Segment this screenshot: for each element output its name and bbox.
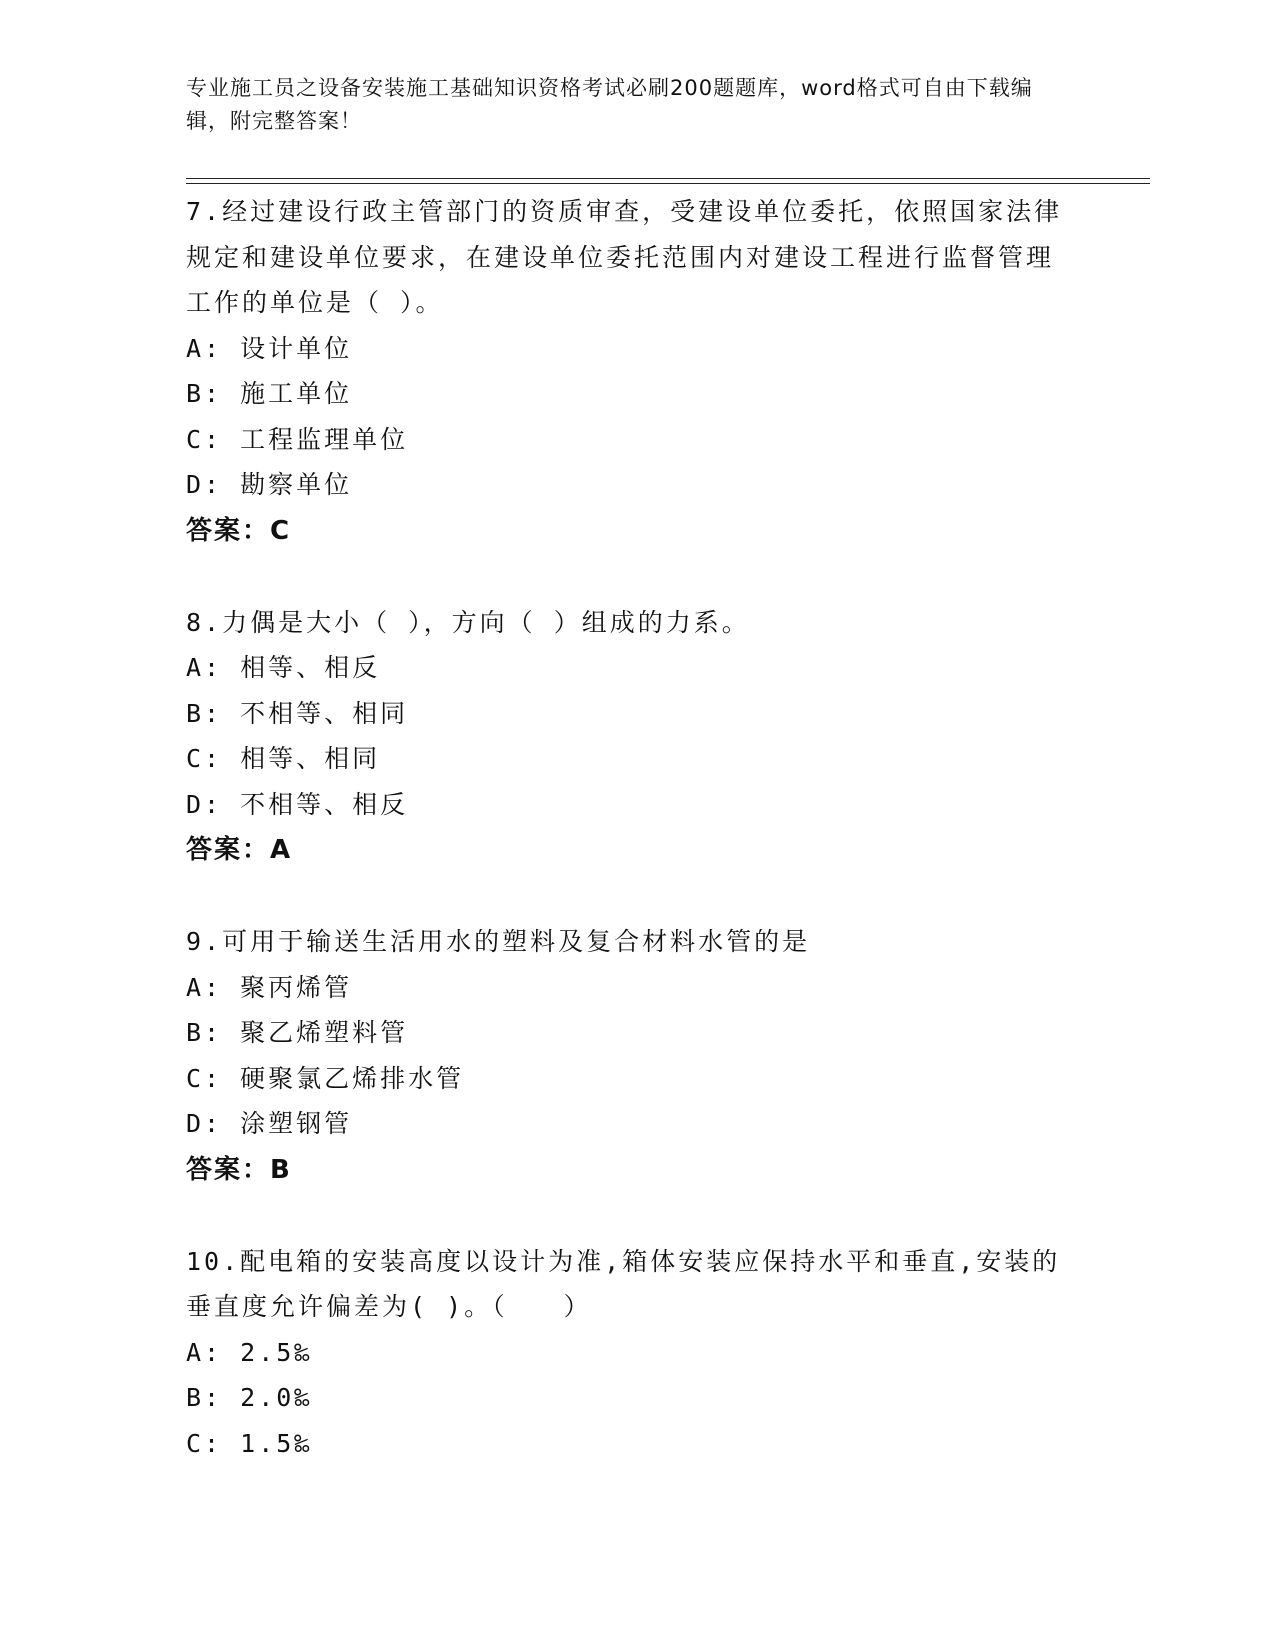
question-7 [186,189,1086,554]
question-stem: 8.力偶是大小（ ），方向（ ）组成的力系。 [186,607,750,637]
option-a: A: 设计单位 [186,333,353,363]
question-10 [186,1239,1086,1467]
option-b: B: 施工单位 [186,379,353,408]
question-stem: 7.经过建设行政主管部门的资质审查，受建设单位委托，依照国家法律规定和建设单位要求，在建设单位委托范围内对建设工程进行监督管理工作的单位是（ ）。 [186,197,1063,317]
question-8 [186,600,1086,874]
option-d: D: 勘察单位 [186,470,353,499]
question-stem: 10.配电箱的安装高度以设计为准,箱体安装应保持水平和垂直,安装的垂直度允许偏差为( )。（ ） [186,1246,1061,1321]
header-divider-top [186,178,1150,179]
option-c: C: 硬聚氯乙烯排水管 [186,1063,465,1093]
answer-line: 答案：C [186,515,292,546]
option-a: A: 相等、相反 [186,653,381,682]
option-d: D: 不相等、相反 [186,789,409,819]
option-b: B: 聚乙烯塑料管 [186,1018,409,1047]
answer-line: 答案：A [186,835,293,865]
option-d: D: 涂塑钢管 [186,1109,353,1138]
header-divider-bottom [186,183,1150,184]
answer-line: 答案：B [186,1154,292,1185]
document-header: 专业施工员之设备安装施工基础知识资格考试必刷200题题库，word格式可自由下载编辑，附完整答案！ [186,76,1033,133]
question-9 [186,919,1086,1193]
option-a: A: 2.5‰ [186,1337,313,1367]
option-c: C: 工程监理单位 [186,424,409,454]
option-a: A: 聚丙烯管 [186,972,353,1002]
option-c: C: 相等、相同 [186,744,381,773]
option-b: B: 2.0‰ [186,1383,313,1412]
option-b: B: 不相等、相同 [186,698,409,728]
question-stem: 9.可用于输送生活用水的塑料及复合材料水管的是 [186,927,811,956]
question-list [186,189,1086,1466]
option-c: C: 1.5‰ [186,1428,313,1458]
